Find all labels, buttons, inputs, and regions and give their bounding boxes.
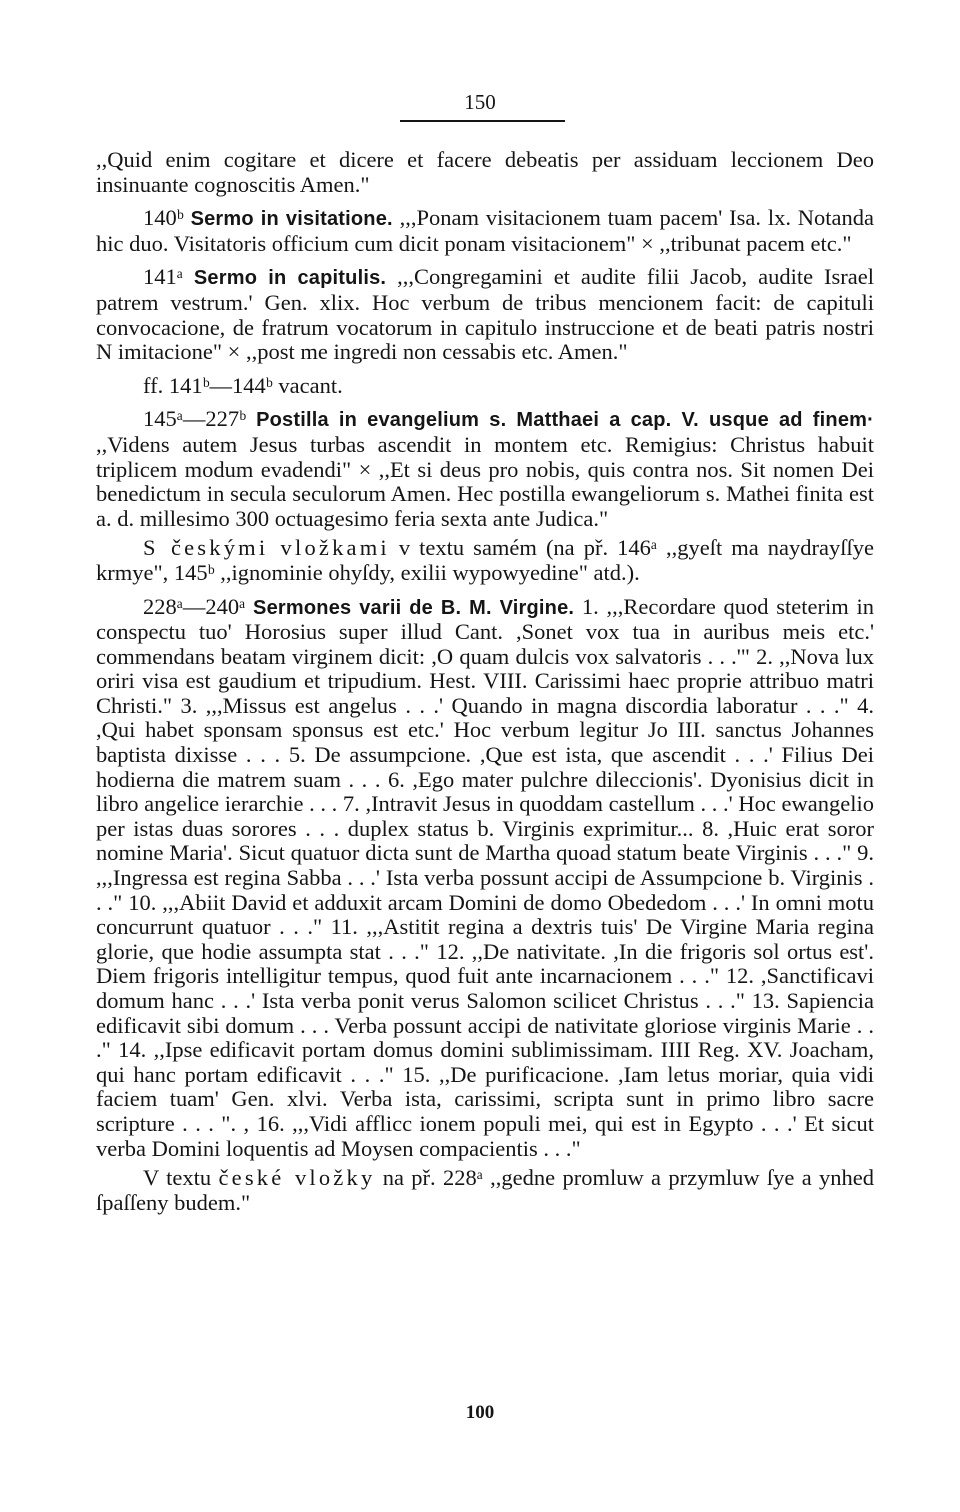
paragraph-2-text: ,,,Ponam visitacionem tuam pacem' Isa. lx. Notanda hic duo. Visitatoris officium cum dicit ponam visitacionem" × ,,tribunat pacem etc." [96,205,875,256]
paragraph-1 [96,148,874,197]
entry-heading: Sermo in capitulis. [193,267,387,290]
header-rule [400,120,565,122]
folio-ref: 145ᵃ—227ᵇ [143,406,247,432]
page-number-bottom: 100 [465,1402,495,1423]
paragraph-8-pre: V textu [143,1165,219,1191]
paragraph-5-text: ,,Videns autem Jesus turbas ascendit in montem etc. Remigius: Christus habuit triplicem modum evadendi" × ,,Et si deus pro nobis, quis contra nos. Sit nomen Dei benedictum in secula seculorum Amen. Hec postilla ewangeliorum s. Mathei finita est a. d. millesimo 300 octuagesimo feria sexta ante Judica." [96,431,874,531]
paragraph-7 [96,595,874,1162]
page-number-top: 150 [464,90,496,114]
folio-ref: 141ᵃ [143,264,183,290]
folio-ref: 228ᵃ—240ᵃ [143,593,246,619]
paragraph-6-text: v textu samém (na př. 146ᵃ ,,gyeſt ma naydrayſſye krmye", 145ᵇ ,,ignominie ohyſdy, exilii wypowyedine" atd.). [96,535,874,585]
paragraph-3 [96,265,874,364]
spaced-emphasis: S českými vložkami [143,535,390,561]
paragraph-5 [96,407,874,531]
paragraph-1-text: ,,Quid enim cogitare et dicere et facere debeatis per assiduam leccionem Deo insinuante cognoscitis Amen." [96,147,874,197]
paragraph-4-text: ff. 141ᵇ—144ᵇ vacant. [143,372,343,398]
catalog-text [96,148,874,1215]
paragraph-6 [96,536,874,585]
paragraph-2 [96,206,874,256]
paragraph-4 [96,374,874,399]
folio-ref: 140ᵇ [143,205,184,231]
paragraph-7-text: 1. ,,,Recordare quod steterim in conspectu tuo' Horosius super illud Cant. ,Sonet vox tua in auribus meis etc.' commendans beatam virginem dicit: ,O quam dulcis vox salvatoris . . .'" 2. ,,Nova lux oriri visa est gaudium et tripudium. Hest. VIII. Carissimi haec proprie attribuo matri Christi." 3. ,,,Missus est angelus . . .' Quando in magna discordia laboratur . . ." 4. ,Qui habet sponsam sponsus est etc.' Hoc verbum legitur Jo III. sanctus Johannes baptista dixisse . . . 5. De assumpcione. ,Que est ista, que ascendit . . .' Filius Dei hodierna die matrem suam . . . 6. ,Ego mater pulchre dileccionis'. Dyonisius dicit in libro angelice ierarchie . . . 7. ,Intravit Jesus in quoddam castellum . . .' Hoc ewangelio per istas duas sorores . . . duplex status b. Virginis exprimitur... 8. ,Huic erat soror nomine Maria'. Sicut quatuor dicta sunt de Martha quoad statum beate Virginis . . ." 9. ,,,Ingressa est regina Sabba . . .' Ista verba possunt accipi de Assumpcione b. Virginis . . ." 10. ,,,Abiit David et adduxit arcam Domini de domo Obededom . . .' In omni motu concurrunt quatuor . . ." 11. ,,,Astitit regina a dextris tuis' De Virgine Maria regina glorie, que hodie assumpta stat . . ." 12. ,,De nativitate. ,In die frigoris sol ortus est'. Diem frigoris intelligitur tempus, quod fuit ante incarnacionem . . ." 12. ,Sanctificavi domum hanc . . .' Ista verba ponit verus Salomon scilicet Christus . . ." 13. Sapiencia edificavit sibi domum . . . Verba possunt accipi de nativitate gloriose virginis Marie . . ." 14. ,,Ipse edificavit portam domus domini sublimissimam. IIII Reg. XV. Joacham, qui hanc portam edificavit . . ." 15. ,,De purificacione. ,Iam letus moriar, quia vidi faciem tuam' Gen. xlvi. Verba ista, carissimi, scripta sunt in primo libro sacre scripture . . . ". , 16. ,,,Vidi afflicc ionem populi mei, qui est in Egypto . . .' Et sicut verba Domini loquentis ad Moysen compacientis . . ." [96,593,874,1161]
entry-heading: Sermones varii de B. M. Virgine. [253,596,575,619]
entry-heading: Postilla in evangelium s. Matthaei a cap. V. usque ad finem· [256,409,874,432]
entry-heading: Sermo in visitatione. [190,208,393,231]
paragraph-8 [96,1166,874,1215]
spaced-emphasis: české vložky [218,1165,376,1191]
paragraph-3-text: ,,,Congregamini et audite filii Jacob, audite Israel patrem vestrum.' Gen. xlix. Hoc verbum de tribus mencionem facit: de capituli convocacione, de fratrum vocatorum in capitulo instruccione et de beati patris nostri N imitacione" × ,,post me ingredi non cessabis etc. Amen." [96,264,875,365]
paragraph-8-text: na př. 228ᵃ ,,gedne promluw a przymluw ſye a ynhed ſpaſſeny budem." [96,1165,874,1215]
